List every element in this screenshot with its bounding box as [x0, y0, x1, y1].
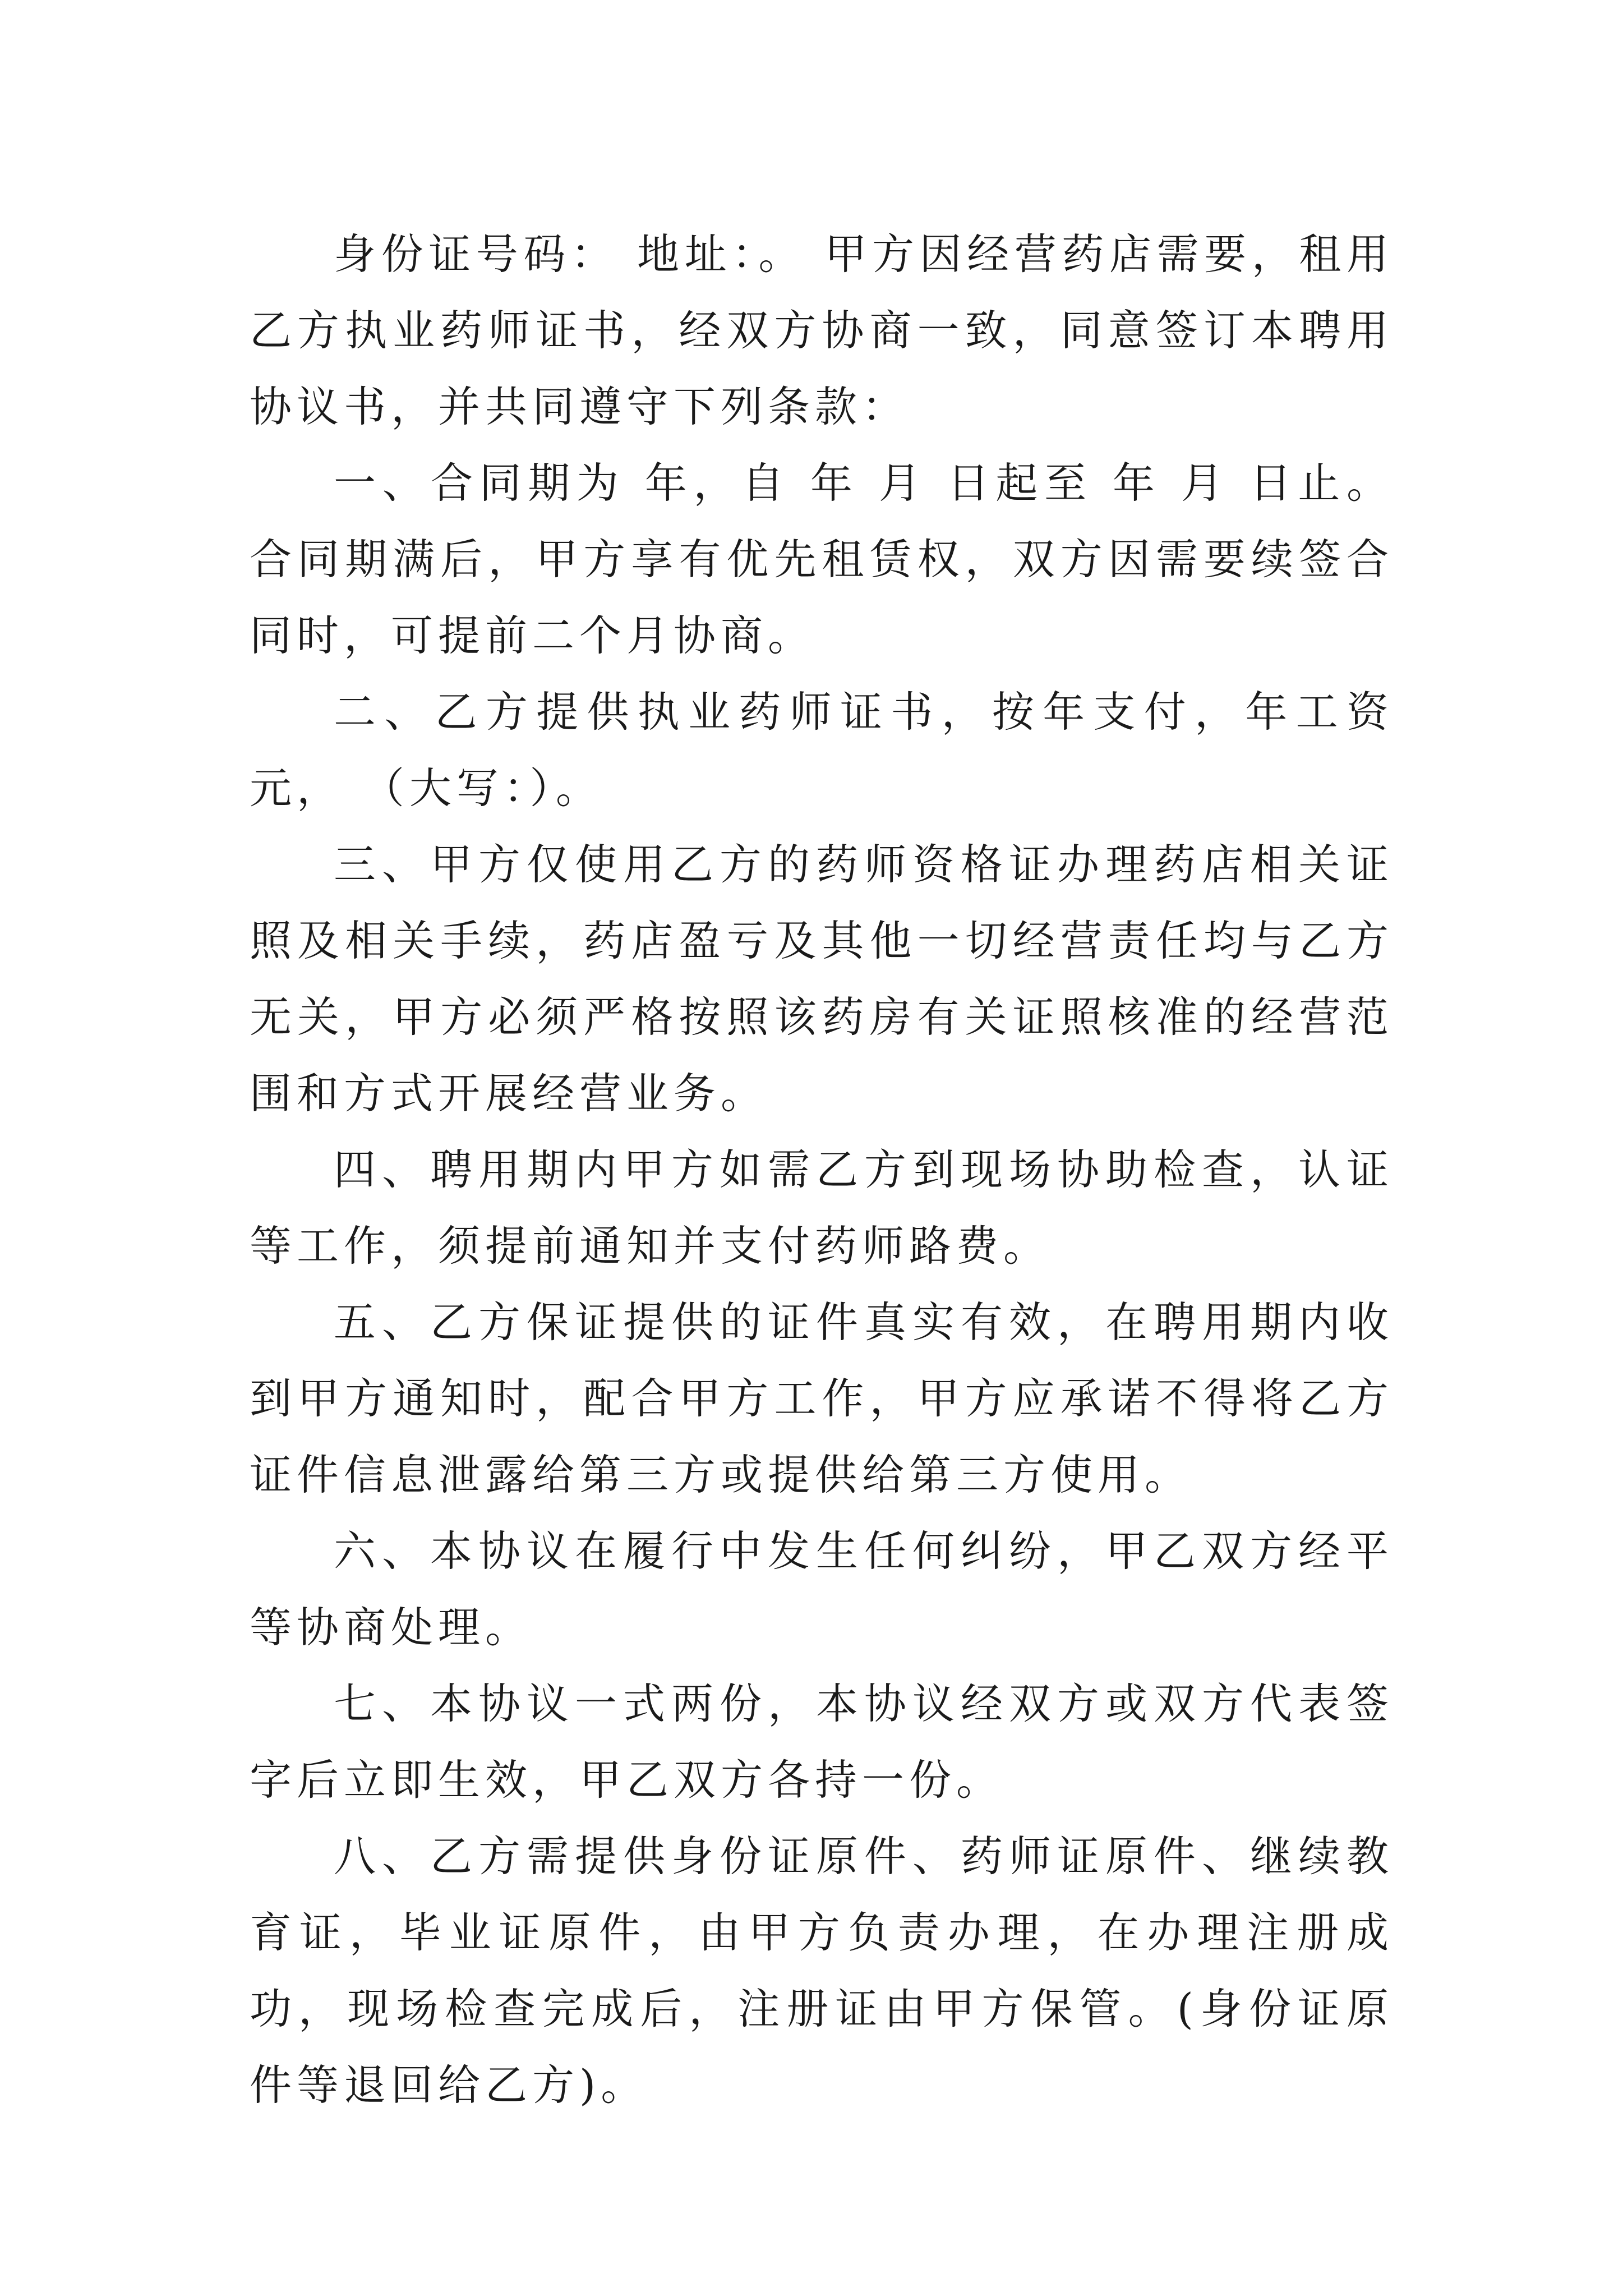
paragraph-clause-3: 三、甲方仅使用乙方的药师资格证办理药店相关证照及相关手续，药店盈亏及其他一切经营责任均与乙方无关，甲方必须严格按照该药房有关证照核准的经营范围和方式开展经营业务。: [250, 840, 1394, 1118]
paragraph-clause-2: 二、乙方提供执业药师证书，按年支付，年工资元， （大写：）。: [250, 687, 1394, 813]
paragraph-clause-5: 五、乙方保证提供的证件真实有效，在聘用期内收到甲方通知时，配合甲方工作，甲方应承诺不得将乙方证件信息泄露给第三方或提供给第三方使用。: [250, 1297, 1394, 1499]
paragraph-clause-6: 六、本协议在履行中发生任何纠纷，甲乙双方经平等协商处理。: [250, 1526, 1394, 1652]
paragraph-clause-8: 八、乙方需提供身份证原件、药师证原件、继续教育证，毕业证原件，由甲方负责办理，在办理注册成功，现场检查完成后，注册证由甲方保管。(身份证原件等退回给乙方)。: [250, 1832, 1394, 2110]
paragraph-intro: 身份证号码： 地址：。 甲方因经营药店需要，租用乙方执业药师证书，经双方协商一致，同意签订本聘用协议书，并共同遵守下列条款：: [250, 229, 1394, 431]
paragraph-clause-1: 一、合同期为 年，自 年 月 日起至 年 月 日止。合同期满后，甲方享有优先租赁权，双方因需要续签合同时，可提前二个月协商。: [250, 458, 1394, 660]
paragraph-clause-7: 七、本协议一式两份，本协议经双方或双方代表签字后立即生效，甲乙双方各持一份。: [250, 1679, 1394, 1805]
paragraph-clause-4: 四、聘用期内甲方如需乙方到现场协助检查，认证等工作，须提前通知并支付药师路费。: [250, 1145, 1394, 1271]
document-body: [250, 216, 1394, 2123]
